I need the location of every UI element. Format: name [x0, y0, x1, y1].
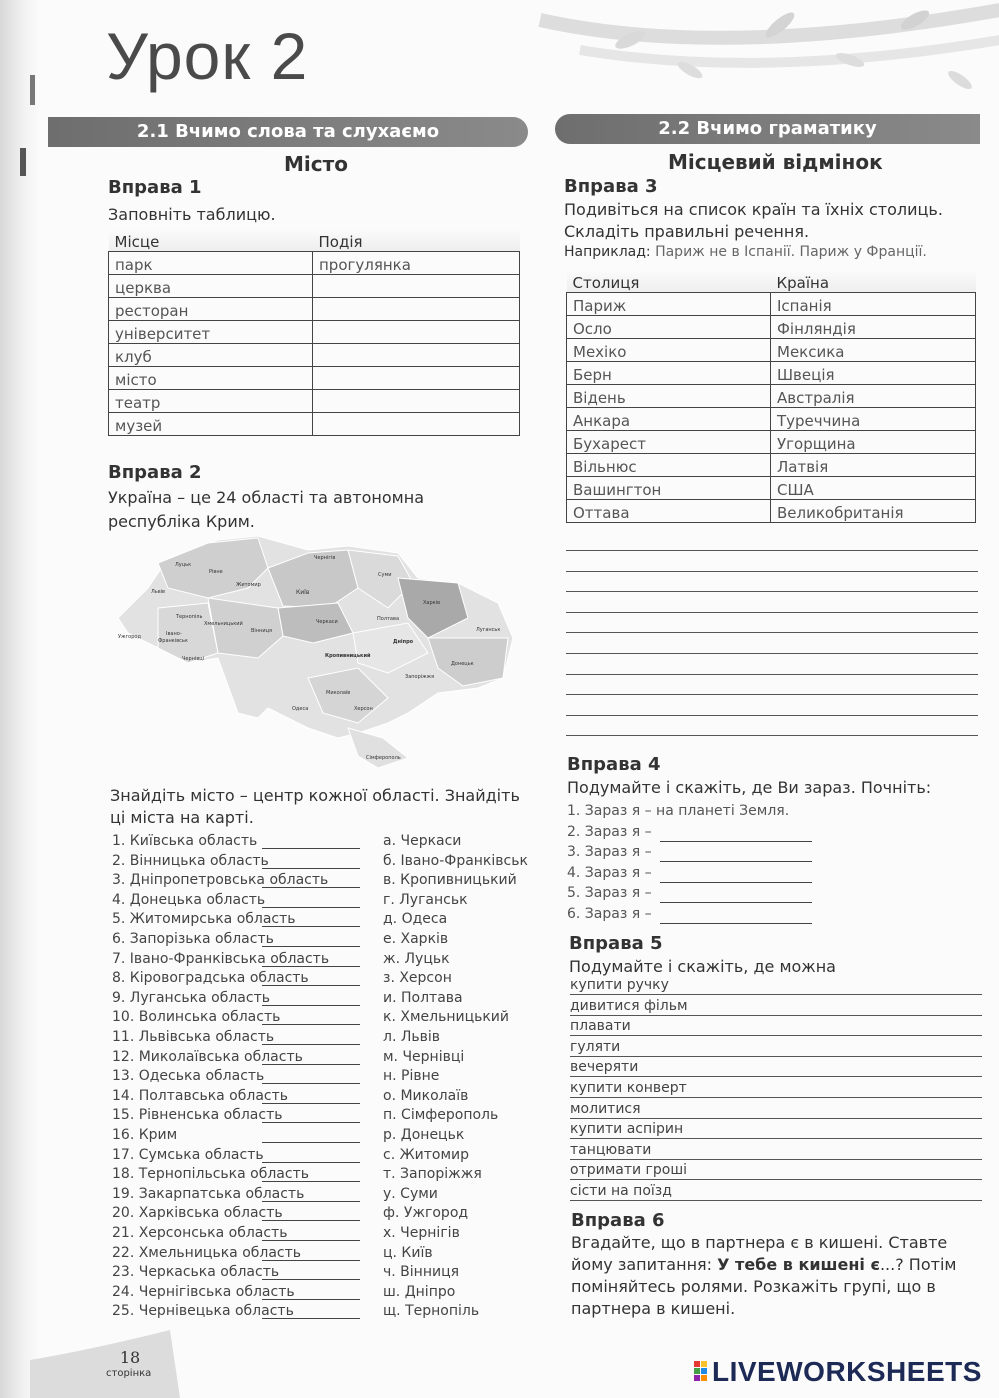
map-label: Івано- [166, 631, 182, 637]
exercise-6-text: партнера в кишені. [571, 1299, 736, 1318]
exercise-2-text: республіка Крим. [108, 512, 255, 531]
exercise-6-text: поміняйтесь ролями. Розкажіть групі, що в [571, 1277, 936, 1296]
list-item: дивитися фільм [570, 997, 688, 1014]
table-cell: Анкара [567, 408, 771, 431]
answer-line[interactable] [570, 1118, 982, 1119]
list-item: купити ручку [570, 977, 669, 993]
list-item [112, 1029, 274, 1045]
page-edge-mark [30, 75, 35, 105]
list-item [112, 1147, 264, 1163]
section-subtitle-city: Місто [284, 152, 348, 176]
writing-line[interactable] [566, 674, 978, 675]
list-item: ж. Луцьк [383, 950, 450, 967]
answer-blank[interactable] [262, 1220, 360, 1221]
list-item: вечеряти [570, 1059, 639, 1076]
list-item: танцювати [570, 1141, 652, 1158]
answer-cell[interactable] [313, 390, 520, 413]
answer-cell[interactable] [313, 367, 520, 390]
map-label: Чернівці [182, 656, 205, 662]
map-label: Чернігів [314, 555, 336, 561]
answer-blank[interactable] [262, 966, 360, 967]
exercise-4-instruction: Подумайте і скажіть, де Ви зараз. Почніть: [567, 778, 932, 797]
writing-line[interactable] [566, 612, 978, 613]
table-cell: парк [109, 252, 313, 275]
answer-blank[interactable] [262, 1142, 360, 1143]
list-item: г. Луганськ [383, 891, 468, 908]
map-label: Луганськ [476, 627, 501, 633]
answer-blank[interactable] [262, 1024, 360, 1025]
list-item: д. Одеса [383, 911, 448, 928]
section-subtitle-locative: Місцевий відмінок [668, 150, 883, 174]
section-banner-grammar: 2.2 Вчимо граматику [555, 114, 980, 144]
map-label: Полтава [377, 616, 400, 622]
table-cell: Париж [567, 293, 771, 316]
map-label: Тернопіль [176, 614, 203, 620]
map-label: Кропивницький [325, 653, 371, 659]
list-item: л. Львів [383, 1029, 441, 1045]
answer-blank[interactable] [262, 985, 360, 986]
page-edge-mark [20, 148, 26, 176]
answer-line[interactable] [570, 1159, 982, 1160]
map-label: Суми [378, 572, 392, 578]
writing-line[interactable] [566, 571, 978, 572]
answer-blank[interactable] [262, 926, 360, 927]
answer-line[interactable] [570, 1097, 982, 1098]
liveworksheets-logo-icon [694, 1361, 708, 1387]
answer-blank[interactable] [660, 882, 812, 883]
city-list [383, 833, 543, 1323]
table-cell: церква [109, 275, 313, 298]
list-item: щ. Тернопіль [383, 1303, 480, 1320]
map-label: Одеса [292, 706, 309, 712]
table-cell: Мексика [771, 339, 976, 362]
answer-blank[interactable] [262, 1318, 360, 1319]
table-cell: Відень [567, 385, 771, 408]
map-label: Луцьк [175, 562, 192, 568]
answer-line[interactable] [570, 1179, 982, 1180]
answer-blank[interactable] [262, 1181, 360, 1182]
list-item: у. Суми [383, 1185, 438, 1202]
answer-cell[interactable] [313, 413, 520, 436]
list-item [112, 1166, 309, 1182]
region-name: 6. Запорізька область [112, 931, 274, 947]
table-header: Місце [109, 229, 313, 252]
region-name: 8. Кіровоградська область [112, 970, 309, 987]
answer-blank[interactable] [660, 841, 812, 842]
map-label: Житомир [236, 582, 261, 588]
region-name: 9. Луганська область [112, 989, 270, 1006]
table-cell: Осло [567, 316, 771, 339]
region-name: 10. Волинська область [112, 1009, 281, 1026]
region-name: 17. Сумська область [112, 1146, 264, 1163]
table-cell: Великобританія [771, 500, 976, 523]
region-list [112, 833, 372, 1323]
list-item: с. Житомир [383, 1146, 470, 1163]
list-item [112, 970, 309, 986]
answer-blank[interactable] [262, 1162, 360, 1163]
list-item: 2. Зараз я – [567, 823, 652, 840]
exercise-3-example [564, 244, 927, 260]
capital-country-table [566, 270, 976, 523]
region-name: 21. Херсонська область [112, 1225, 288, 1241]
list-item: в. Кропивницький [383, 872, 517, 889]
table-cell: Іспанія [771, 293, 976, 316]
list-item [112, 990, 270, 1006]
answer-blank[interactable] [262, 907, 360, 908]
map-label: Дніпро [393, 639, 414, 645]
table-cell: Вільнюс [567, 454, 771, 477]
answer-cell[interactable] [313, 321, 520, 344]
list-item: молитися [570, 1100, 641, 1117]
writing-line[interactable] [566, 550, 978, 551]
answer-blank[interactable] [262, 887, 360, 888]
list-item: отримати гроші [570, 1162, 688, 1179]
list-item [112, 1186, 304, 1202]
answer-blank[interactable] [262, 1005, 360, 1006]
list-item [112, 872, 328, 888]
list-item: сісти на поїзд [570, 1183, 672, 1199]
answer-blank[interactable] [262, 946, 360, 947]
list-item: т. Запоріжжя [383, 1166, 482, 1183]
list-item [112, 1205, 283, 1221]
example-text: Париж не в Іспанії. Париж у Франції. [650, 244, 927, 260]
list-item: ш. Дніпро [383, 1283, 456, 1300]
page-number-label: сторінка [106, 1368, 152, 1379]
list-item: и. Полтава [383, 989, 463, 1006]
exercise-2-text: Україна – це 24 області та автономна [108, 488, 424, 507]
table-cell: Угорщина [771, 431, 976, 454]
map-label: Харків [423, 600, 441, 606]
answer-blank[interactable] [262, 1122, 360, 1123]
region-name: 11. Львівська область [112, 1029, 275, 1045]
writing-line[interactable] [566, 694, 978, 695]
exercise-4-title: Вправа 4 [567, 754, 661, 775]
exercise-1-instruction: Заповніть таблицю. [108, 205, 276, 224]
table-cell: Оттава [567, 500, 771, 523]
region-name: 24. Чернігівська область [112, 1283, 295, 1300]
region-name: 18. Тернопільська область [112, 1166, 309, 1183]
map-label: Ужгород [118, 634, 141, 640]
list-item [112, 951, 329, 967]
answer-blank[interactable] [262, 868, 360, 869]
list-item: н. Рівне [383, 1068, 440, 1085]
map-label: Сімферополь [366, 755, 401, 761]
answer-line[interactable] [570, 1076, 982, 1077]
table-cell: місто [109, 367, 313, 390]
find-instruction: ці міста на карті. [110, 808, 254, 827]
place-event-table [108, 229, 520, 436]
exercise-2-title: Вправа 2 [108, 462, 202, 483]
region-name: 23. Черкаська область [112, 1264, 280, 1281]
table-cell: Мехіко [567, 339, 771, 362]
lesson-title: Урок 2 [106, 19, 309, 93]
region-name: 7. Івано-Франківська область [112, 950, 330, 967]
table-header: Столиця [567, 270, 771, 293]
answer-blank[interactable] [660, 902, 812, 903]
table-cell: клуб [109, 344, 313, 367]
map-label: Рівне [209, 569, 223, 575]
region-name: 15. Рівненська область [112, 1107, 283, 1124]
map-label: Львів [151, 589, 165, 595]
list-item: купити конверт [570, 1080, 687, 1096]
table-header: Подія [313, 229, 520, 252]
exercise-3-instruction: Подивіться на список країн та їхніх столиць. [564, 200, 943, 219]
list-item [112, 931, 274, 947]
table-header: Країна [771, 270, 976, 293]
list-item [112, 1264, 279, 1280]
list-item: р. Донецьк [383, 1127, 465, 1143]
list-item: 5. Зараз я – [567, 885, 652, 902]
list-item: ч. Вінниця [383, 1264, 460, 1281]
map-label: Миколаїв [326, 690, 351, 696]
map-label: Запоріжжя [405, 674, 435, 680]
answer-cell[interactable] [313, 275, 520, 298]
list-item: з. Херсон [383, 970, 452, 987]
ukraine-map [108, 528, 518, 773]
leaf-decoration [520, 0, 999, 120]
list-item: к. Хмельницький [383, 1009, 510, 1026]
list-item [112, 1225, 288, 1241]
page-number: 18 [119, 1348, 141, 1367]
writing-line[interactable] [566, 735, 978, 736]
answer-blank[interactable] [262, 1260, 360, 1261]
answer-blank[interactable] [262, 1240, 360, 1241]
page-left-edge [0, 0, 40, 1398]
list-item [112, 1127, 177, 1143]
map-label: Донецьк [451, 661, 474, 667]
answer-blank[interactable] [262, 1044, 360, 1045]
writing-line[interactable] [566, 653, 978, 654]
list-item [112, 1107, 282, 1123]
list-item: х. Чернігів [383, 1225, 460, 1241]
table-cell: США [771, 477, 976, 500]
list-item [112, 892, 265, 908]
region-name: 22. Хмельницька область [112, 1244, 302, 1261]
table-cell: Туреччина [771, 408, 976, 431]
table-cell: Латвія [771, 454, 976, 477]
list-item: ф. Ужгород [383, 1205, 469, 1222]
answer-cell[interactable] [313, 298, 520, 321]
list-item: купити аспірин [570, 1121, 684, 1138]
list-item [112, 1049, 303, 1065]
answer-line[interactable] [570, 994, 982, 995]
table-cell: прогулянка [313, 252, 520, 275]
list-item [112, 1245, 301, 1261]
table-cell: Фінляндія [771, 316, 976, 339]
list-item: 6. Зараз я – [567, 906, 652, 922]
answer-blank[interactable] [660, 861, 812, 862]
list-item: 3. Зараз я – [567, 844, 652, 861]
answer-blank[interactable] [262, 1201, 360, 1202]
table-cell: університет [109, 321, 313, 344]
table-cell: Берн [567, 362, 771, 385]
list-item: 4. Зараз я – [567, 864, 652, 881]
region-name: 25. Чернівецька область [112, 1303, 294, 1320]
region-name: 19. Закарпатська область [112, 1185, 305, 1202]
list-item [112, 1303, 294, 1319]
region-name: 20. Харківська область [112, 1205, 283, 1222]
region-name: 16. Крим [112, 1127, 178, 1143]
table-cell: ресторан [109, 298, 313, 321]
answer-blank[interactable] [262, 1279, 360, 1280]
region-name: 14. Полтавська область [112, 1087, 289, 1104]
list-item: 1. Зараз я – на планеті Земля. [567, 803, 790, 819]
exercise-3-instruction: Складіть правильні речення. [564, 222, 810, 241]
answer-cell[interactable] [313, 344, 520, 367]
list-item: м. Чернівці [383, 1048, 465, 1065]
map-label: Хмельницький [204, 621, 243, 627]
list-item [112, 833, 257, 849]
list-item: б. Івано-Франківськ [383, 852, 528, 869]
liveworksheets-brand: LIVEWORKSHEETS [712, 1356, 982, 1387]
region-name: 4. Донецька область [112, 891, 266, 908]
answer-blank[interactable] [262, 1103, 360, 1104]
map-label: Черкаси [316, 619, 338, 625]
list-item [112, 853, 269, 869]
region-name: 12. Миколаївська область [112, 1048, 303, 1065]
list-item: о. Миколаїв [383, 1087, 469, 1104]
table-cell: музей [109, 413, 313, 436]
list-item [112, 1088, 288, 1104]
list-item [112, 1068, 264, 1084]
map-label: Херсон [354, 706, 373, 712]
exercise-5-instruction: Подумайте і скажіть, де можна [569, 957, 836, 976]
list-item: е. Харків [383, 931, 449, 947]
region-name: 13. Одеська область [112, 1068, 265, 1085]
map-label: Київ [296, 589, 310, 596]
table-cell: театр [109, 390, 313, 413]
list-item: ц. Київ [383, 1244, 433, 1261]
answer-blank[interactable] [262, 1064, 360, 1065]
exercise-3-title: Вправа 3 [564, 176, 658, 197]
answer-blank[interactable] [262, 1299, 360, 1300]
answer-line[interactable] [570, 1138, 982, 1139]
list-item [112, 1284, 295, 1300]
exercise-6-question: У тебе в кишені є [717, 1255, 880, 1274]
answer-line[interactable] [570, 1056, 982, 1057]
table-cell: Бухарест [567, 431, 771, 454]
writing-line[interactable] [566, 715, 978, 716]
map-label: Франківськ [158, 638, 188, 644]
list-item: плавати [570, 1018, 631, 1035]
list-item [112, 911, 296, 927]
exercise-6-text-part: йому запитання: [571, 1255, 718, 1274]
exercise-6-text-part: ...? Потім [879, 1255, 957, 1274]
region-name: 3. Дніпропетровська область [112, 872, 329, 889]
answer-blank[interactable] [660, 923, 812, 924]
page-corner-decoration [30, 1330, 180, 1398]
region-name: 1. Київська область [112, 833, 258, 849]
exercise-6-text [571, 1253, 956, 1276]
exercise-6-title: Вправа 6 [571, 1210, 665, 1231]
example-label: Наприклад: [564, 244, 651, 260]
map-label: Вінниця [251, 628, 273, 634]
exercise-6-text: Вгадайте, що в партнера є в кишені. Ставте [571, 1233, 948, 1252]
list-item: а. Черкаси [383, 833, 462, 849]
region-name: 2. Вінницька область [112, 852, 269, 869]
list-item: п. Сімферополь [383, 1107, 499, 1124]
list-item: гуляти [570, 1038, 621, 1055]
answer-line[interactable] [570, 1035, 982, 1036]
region-name: 5. Житомирська область [112, 911, 296, 928]
table-cell: Швеція [771, 362, 976, 385]
table-cell: Вашингтон [567, 477, 771, 500]
writing-line[interactable] [566, 632, 978, 633]
answer-blank[interactable] [262, 848, 360, 849]
section-banner-vocabulary: 2.1 Вчимо слова та слухаємо [48, 117, 528, 147]
exercise-5-title: Вправа 5 [569, 933, 663, 954]
exercise-1-title: Вправа 1 [108, 177, 202, 198]
answer-line[interactable] [570, 1015, 982, 1016]
list-item [112, 1009, 280, 1025]
table-cell: Австралія [771, 385, 976, 408]
answer-line[interactable] [570, 1200, 982, 1201]
writing-line[interactable] [566, 591, 978, 592]
find-instruction: Знайдіть місто – центр кожної області. Знайдіть [110, 786, 520, 805]
answer-blank[interactable] [262, 1083, 360, 1084]
